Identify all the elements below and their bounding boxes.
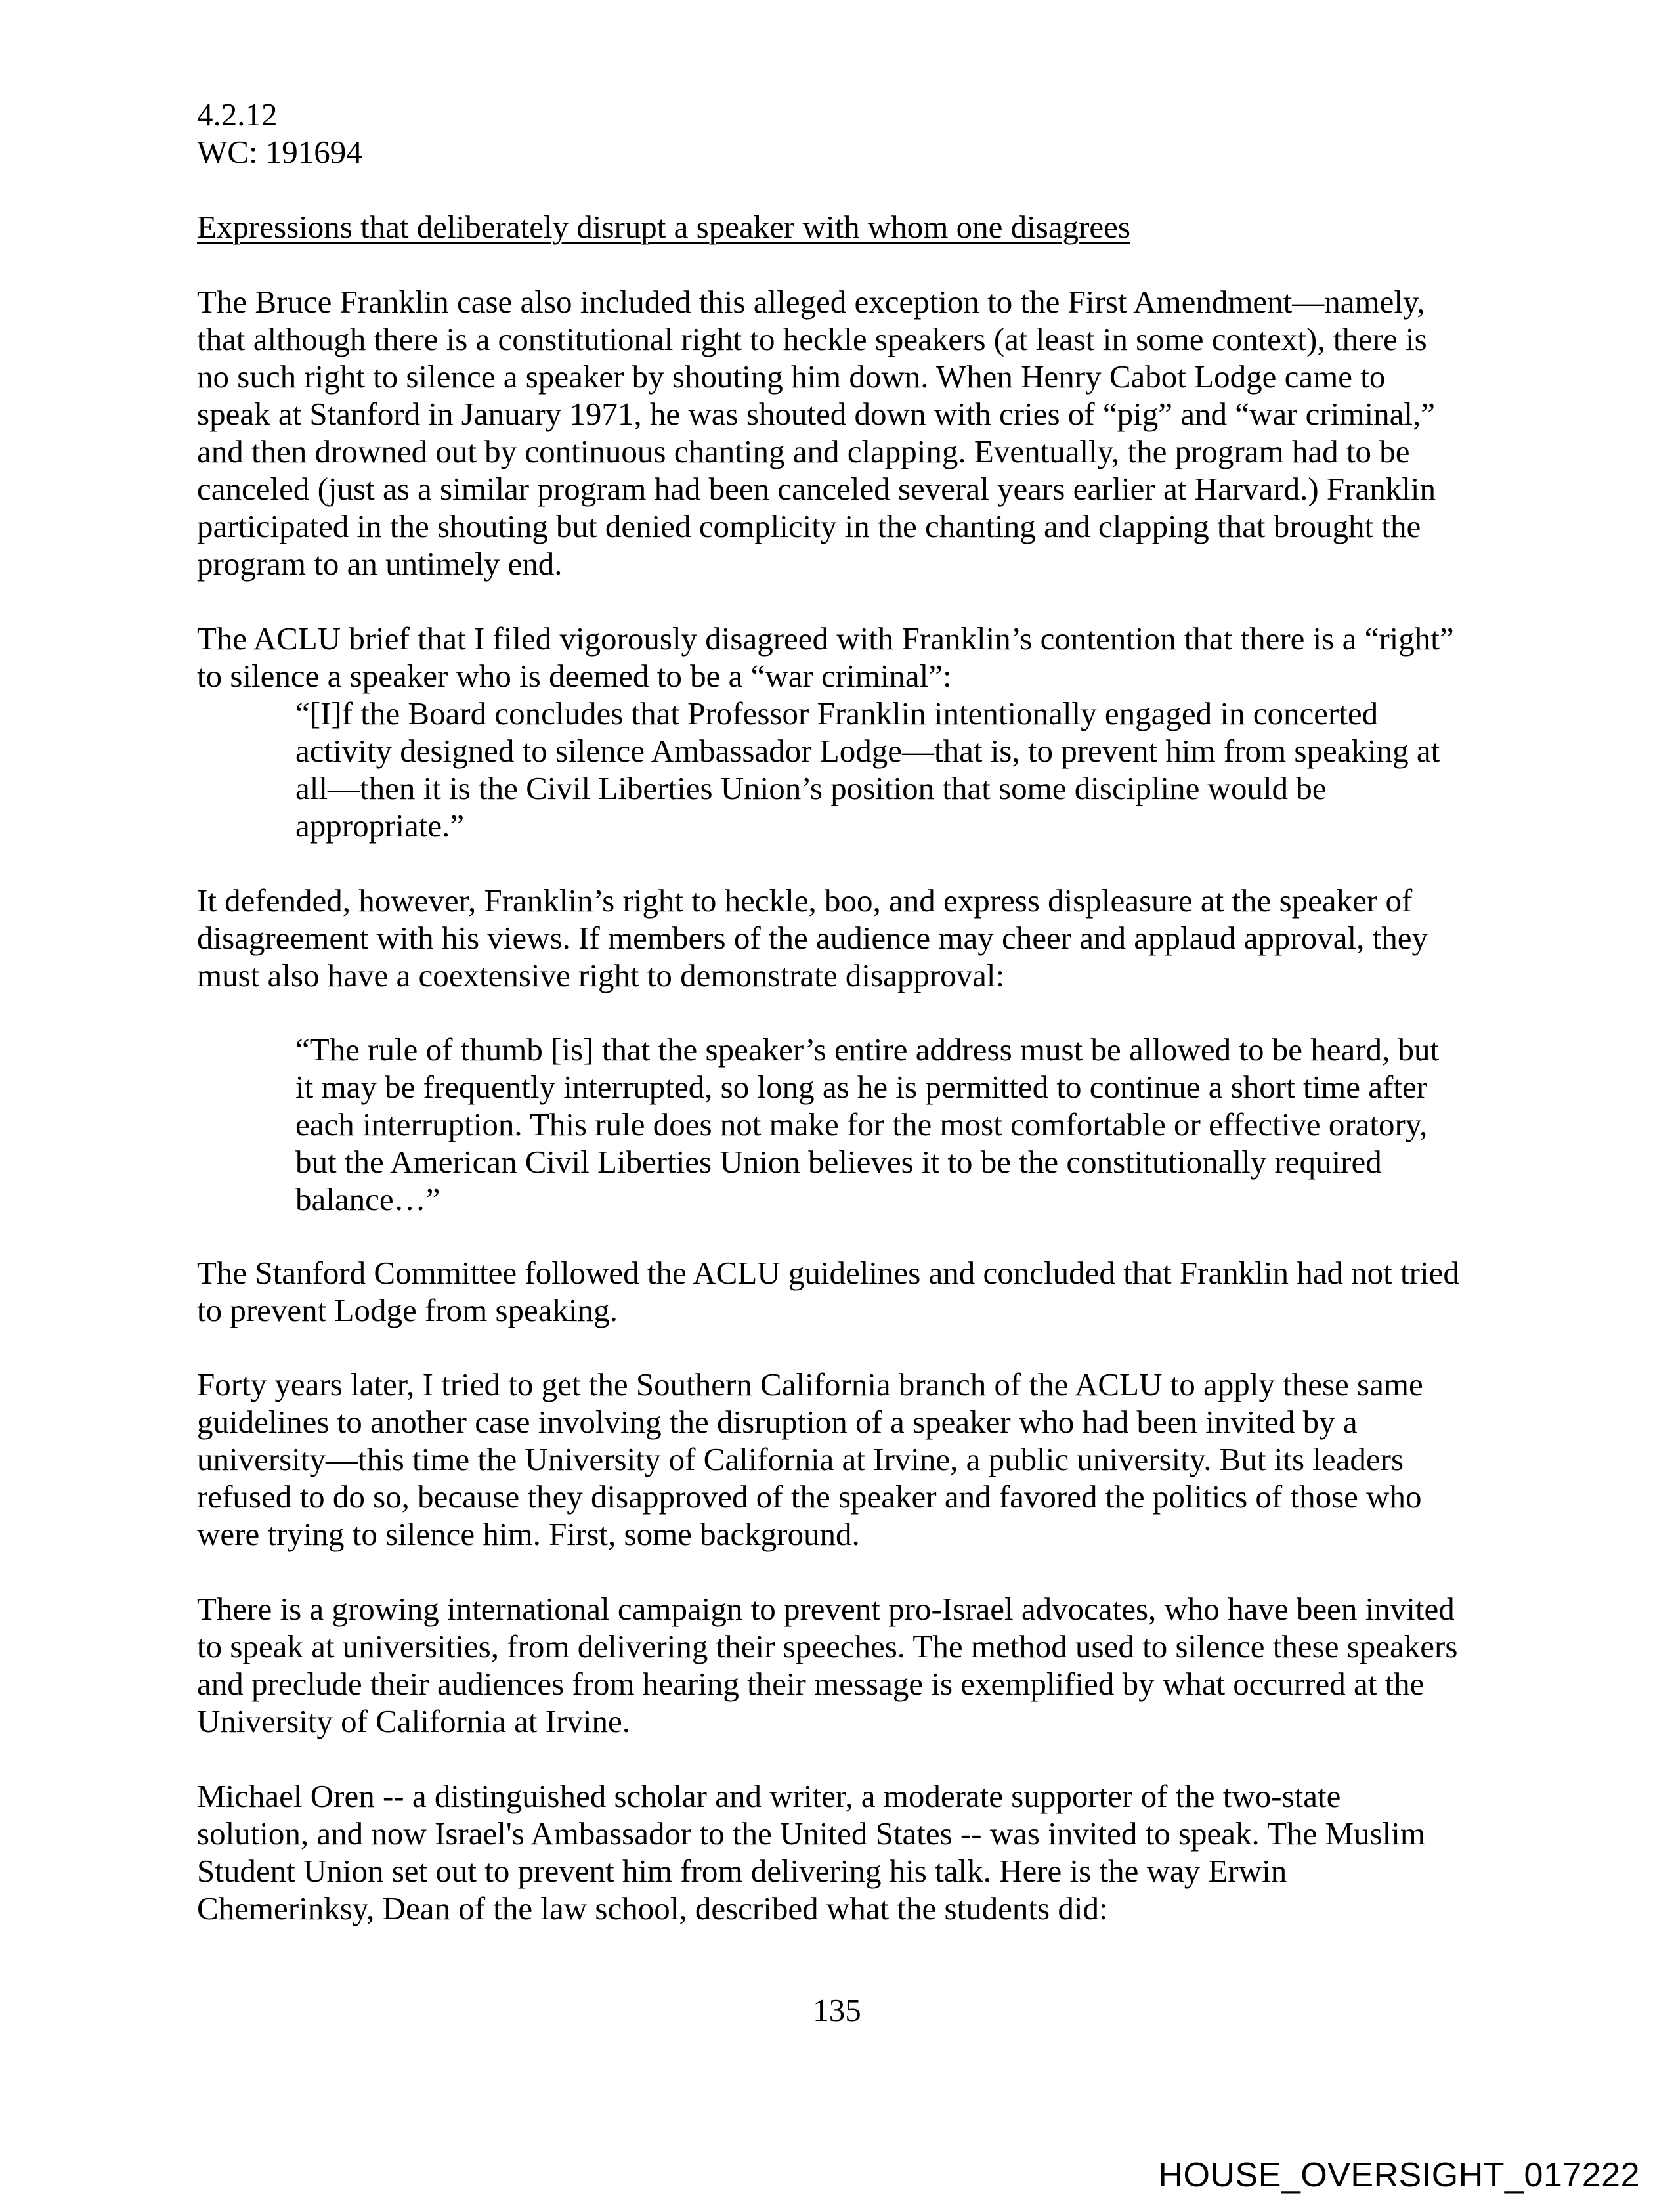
text-line: to speak at universities, from delivering their speeches. The method used to silence these speakers (197, 1628, 1458, 1664)
text-line: that although there is a constitutional right to heckle speakers (at least in some context), there is (197, 321, 1427, 357)
text-line: Student Union set out to prevent him from delivering his talk. Here is the way Erwin (197, 1853, 1287, 1889)
text-line: and preclude their audiences from hearing their message is exemplified by what occurred at the (197, 1666, 1425, 1702)
quote-line: activity designed to silence Ambassador Lodge—that is, to prevent him from speaking at (295, 733, 1440, 769)
text-line: were trying to silence him. First, some background. (197, 1516, 860, 1552)
text-line: It defended, however, Franklin’s right to heckle, boo, and express displeasure at the speaker of (197, 882, 1413, 919)
quote-line: all—then it is the Civil Liberties Union’s position that some discipline would be (295, 770, 1327, 806)
text-line: The Stanford Committee followed the ACLU guidelines and concluded that Franklin had not tried (197, 1255, 1459, 1291)
word-count-line: WC: 191694 (197, 134, 362, 170)
quote-line: appropriate.” (295, 808, 465, 844)
quote-line: each interruption. This rule does not make for the most comfortable or effective oratory, (295, 1106, 1428, 1142)
text-line: canceled (just as a similar program had been canceled several years earlier at Harvard.) Franklin (197, 471, 1436, 507)
text-line: must also have a coextensive right to demonstrate disapproval: (197, 957, 1005, 993)
quote-line: “The rule of thumb [is] that the speaker’s entire address must be allowed to be heard, but (295, 1031, 1440, 1068)
paragraph-michael-oren (197, 1777, 1484, 1927)
text-line: There is a growing international campaign to prevent pro-Israel advocates, who have been invited (197, 1591, 1455, 1627)
text-line: disagreement with his views. If members of the audience may cheer and applaud approval, they (197, 920, 1428, 956)
paragraph-aclu-brief (197, 620, 1484, 695)
text-line: university—this time the University of California at Irvine, a public university. But its leaders (197, 1441, 1404, 1477)
text-line: and then drowned out by continuous chanting and clapping. Eventually, the program had to be (197, 433, 1410, 469)
quote-line: it may be frequently interrupted, so long as he is permitted to continue a short time after (295, 1069, 1428, 1105)
text-line: speak at Stanford in January 1971, he was shouted down with cries of “pig” and “war criminal,” (197, 396, 1435, 432)
paragraph-right-to-heckle (197, 882, 1484, 994)
block-quote-board (295, 695, 1582, 844)
paragraph-international-campaign (197, 1590, 1484, 1740)
section-heading: Expressions that deliberately disrupt a speaker with whom one disagrees (197, 209, 1130, 245)
text-line: Forty years later, I tried to get the Southern California branch of the ACLU to apply these same (197, 1366, 1423, 1402)
text-line: Michael Oren -- a distinguished scholar and writer, a moderate supporter of the two-state (197, 1778, 1341, 1814)
text-line: participated in the shouting but denied complicity in the chanting and clapping that brought the (197, 508, 1421, 544)
document-header (197, 96, 1484, 171)
text-line: refused to do so, because they disapproved of the speaker and favored the politics of those who (197, 1479, 1422, 1515)
paragraph-forty-years-later (197, 1366, 1484, 1553)
bates-number: HOUSE_OVERSIGHT_017222 (1158, 2156, 1640, 2194)
text-line: to silence a speaker who is deemed to be a “war criminal”: (197, 658, 952, 694)
text-line: solution, and now Israel's Ambassador to the United States -- was invited to speak. The Muslim (197, 1815, 1426, 1852)
text-line: to prevent Lodge from speaking. (197, 1292, 618, 1328)
paragraph-stanford-committee (197, 1254, 1484, 1329)
text-line: Chemerinksy, Dean of the law school, described what the students did: (197, 1890, 1108, 1926)
text-line: University of California at Irvine. (197, 1703, 630, 1739)
text-line: program to an untimely end. (197, 546, 563, 582)
text-line: no such right to silence a speaker by shouting him down. When Henry Cabot Lodge came to (197, 358, 1386, 395)
text-line: The ACLU brief that I filed vigorously disagreed with Franklin’s contention that there is a “right” (197, 620, 1454, 657)
quote-line: but the American Civil Liberties Union believes it to be the constitutionally required (295, 1144, 1382, 1180)
page-number: 135 (813, 1992, 861, 2028)
section-heading-block (197, 208, 1484, 246)
paragraph-franklin-case (197, 283, 1484, 582)
text-line: guidelines to another case involving the disruption of a speaker who had been invited by a (197, 1404, 1358, 1440)
date-line: 4.2.12 (197, 97, 278, 133)
text-line: The Bruce Franklin case also included this alleged exception to the First Amendment—namely, (197, 284, 1425, 320)
quote-line: balance…” (295, 1181, 440, 1217)
block-quote-rule-of-thumb (295, 1031, 1582, 1218)
quote-line: “[I]f the Board concludes that Professor Franklin intentionally engaged in concerted (295, 695, 1379, 731)
